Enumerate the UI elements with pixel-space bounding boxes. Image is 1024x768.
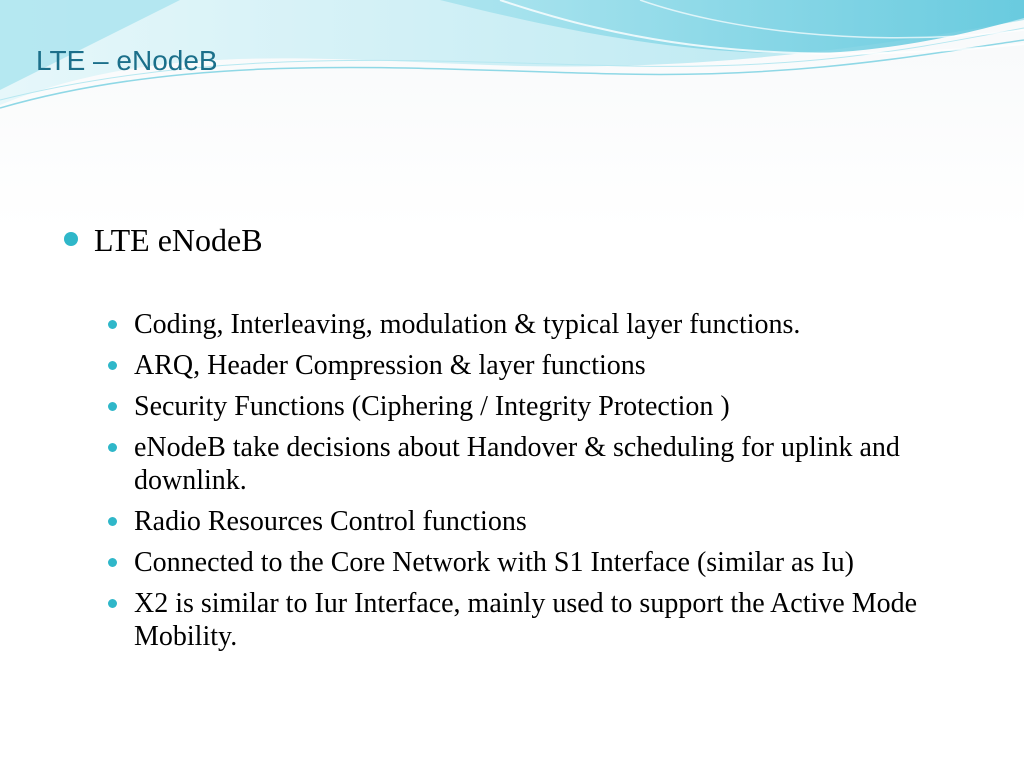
sub-bullet-list bbox=[104, 308, 964, 653]
bullet-dot-icon bbox=[108, 517, 117, 526]
list-item-text: Security Functions (Ciphering / Integrity Protection ) bbox=[134, 391, 730, 422]
slide-title: LTE – eNodeB bbox=[36, 45, 218, 76]
list-item bbox=[104, 349, 964, 382]
main-bullet-item bbox=[64, 220, 964, 260]
list-item bbox=[104, 505, 964, 538]
bullet-dot-icon bbox=[108, 402, 117, 411]
bullet-dot-icon bbox=[108, 361, 117, 370]
main-bullet-text: LTE eNodeB bbox=[94, 222, 263, 258]
list-item-text: Connected to the Core Network with S1 Interface (similar as Iu) bbox=[134, 547, 855, 578]
list-item-text: Radio Resources Control functions bbox=[134, 506, 527, 537]
list-item-text: Coding, Interleaving, modulation & typical layer functions. bbox=[134, 309, 801, 340]
list-item-text: ARQ, Header Compression & layer functions bbox=[134, 350, 646, 381]
list-item bbox=[104, 390, 964, 423]
list-item-text: X2 is similar to Iur Interface, mainly used to support the Active Mode Mobility. bbox=[134, 588, 918, 652]
bullet-dot-icon bbox=[108, 443, 117, 452]
bullet-dot-icon bbox=[64, 232, 78, 246]
bullet-dot-icon bbox=[108, 320, 117, 329]
bullet-dot-icon bbox=[108, 599, 117, 608]
list-item bbox=[104, 308, 964, 341]
list-item-text: eNodeB take decisions about Handover & scheduling for uplink and downlink. bbox=[134, 432, 900, 496]
bullet-dot-icon bbox=[108, 558, 117, 567]
list-item bbox=[104, 431, 964, 497]
list-item bbox=[104, 546, 964, 579]
slide-content bbox=[64, 220, 964, 661]
list-item bbox=[104, 587, 964, 653]
